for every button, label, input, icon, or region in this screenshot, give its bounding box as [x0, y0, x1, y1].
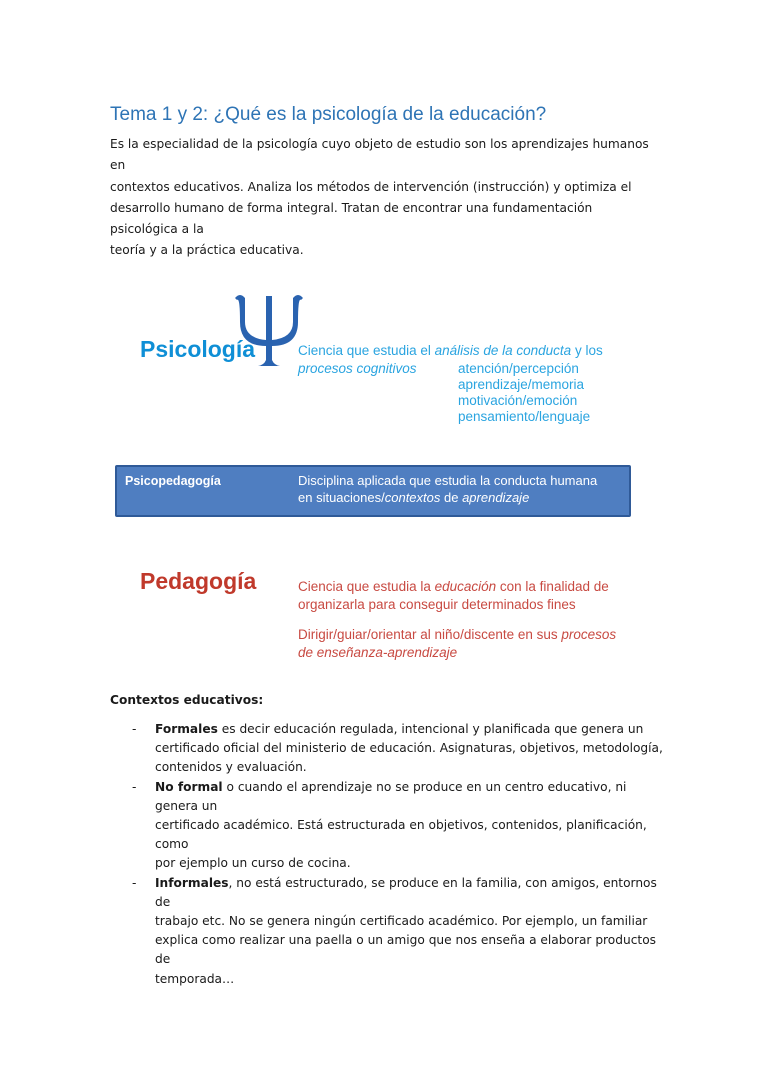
psicopedagogia-emphasis: contextos	[384, 490, 441, 505]
pedagogia-emphasis: de enseñanza-aprendizaje	[298, 644, 458, 660]
psicologia-def-text: y los	[571, 343, 603, 358]
pedagogia-line	[298, 626, 616, 644]
pedagogia-emphasis: educación	[434, 579, 497, 594]
pedagogia-definition	[298, 578, 609, 613]
psicologia-procesos: procesos cognitivos	[298, 361, 417, 376]
context-term: No formal	[155, 779, 223, 794]
psicopedagogia-line: Disciplina aplicada que estudia la conducta humana	[298, 473, 598, 488]
list-item	[110, 720, 670, 778]
list-item-line	[155, 778, 670, 816]
context-text: o cuando el aprendizaje no se produce en un centro educativo, ni genera un	[155, 779, 627, 813]
list-item-line: explica como realizar una paella o un amigo que nos enseña a elaborar productos de	[155, 933, 657, 967]
context-term: Informales	[155, 875, 229, 890]
context-text: , no está estructurado, se produce en la familia, con amigos, entornos de	[155, 875, 657, 909]
bullet-dash: -	[132, 875, 137, 890]
list-item-line: certificado oficial del ministerio de educación. Asignaturas, objetivos, metodología,	[155, 741, 663, 756]
bullet-dash: -	[132, 722, 137, 736]
list-item-line: trabajo etc. No se genera ningún certificado académico. Por ejemplo, un familiar	[155, 914, 648, 929]
list-item	[110, 874, 670, 989]
context-term: Formales	[155, 722, 218, 736]
psicopedagogia-definition	[298, 472, 597, 506]
list-item	[110, 778, 670, 874]
psicologia-label: Psicología	[140, 336, 256, 362]
contexts-heading: Contextos educativos:	[110, 693, 264, 707]
pedagogia-line	[298, 578, 609, 596]
psicologia-item: atención/percepción	[458, 361, 579, 376]
list-item-line: certificado académico. Está estructurada en objetivos, contenidos, planificación, como	[155, 818, 647, 852]
intro-paragraph	[110, 134, 660, 262]
pedagogia-label: Pedagogía	[140, 568, 257, 594]
psicopedagogia-text: de	[440, 490, 463, 505]
pedagogia-line: organizarla para conseguir determinados fines	[298, 596, 576, 612]
pedagogia-text: Dirigir/guiar/orientar al niño/discente en sus	[298, 627, 562, 642]
psicologia-item: aprendizaje/memoria	[458, 377, 585, 392]
psicologia-item: pensamiento/lenguaje	[458, 409, 591, 424]
list-item-line	[155, 874, 670, 912]
intro-line: Es la especialidad de la psicología cuyo objeto de estudio son los aprendizajes humanos en	[110, 137, 649, 173]
list-item-line: contenidos y evaluación.	[155, 760, 307, 775]
intro-line: desarrollo humano de forma integral. Tratan de encontrar una fundamentación psicológica a la	[110, 200, 593, 237]
psicopedagogia-label: Psicopedagogía	[125, 474, 221, 488]
psicopedagogia-emphasis: aprendizaje	[462, 490, 530, 505]
psicopedagogia-line	[298, 489, 597, 506]
psicologia-def-emphasis: análisis de la conducta	[434, 343, 572, 358]
intro-line: contextos educativos. Analiza los métodos de intervención (instrucción) y optimiza el	[110, 179, 632, 194]
list-item-line: temporada…	[155, 971, 235, 986]
pedagogia-emphasis: procesos	[561, 627, 617, 642]
bullet-dash: -	[132, 779, 137, 794]
pedagogia-text: con la finalidad de	[496, 579, 609, 594]
contexts-list	[110, 720, 670, 989]
list-item-line	[155, 720, 670, 739]
list-item-line: por ejemplo un curso de cocina.	[155, 856, 351, 871]
intro-line: teoría y a la práctica educativa.	[110, 243, 304, 258]
psicopedagogia-text: en situaciones/	[298, 490, 385, 505]
psicologia-item: motivación/emoción	[458, 393, 578, 408]
page-title: Tema 1 y 2: ¿Qué es la psicología de la educación?	[110, 104, 547, 125]
pedagogia-text: Ciencia que estudia la	[298, 579, 435, 594]
psicologia-items	[458, 361, 590, 425]
pedagogia-definition-2	[298, 626, 616, 661]
pedagogia-line	[298, 644, 616, 662]
psicologia-def-text: Ciencia que estudia el	[298, 343, 435, 358]
context-text: es decir educación regulada, intencional y planificada que genera un	[217, 722, 644, 736]
psicologia-definition	[298, 343, 603, 360]
